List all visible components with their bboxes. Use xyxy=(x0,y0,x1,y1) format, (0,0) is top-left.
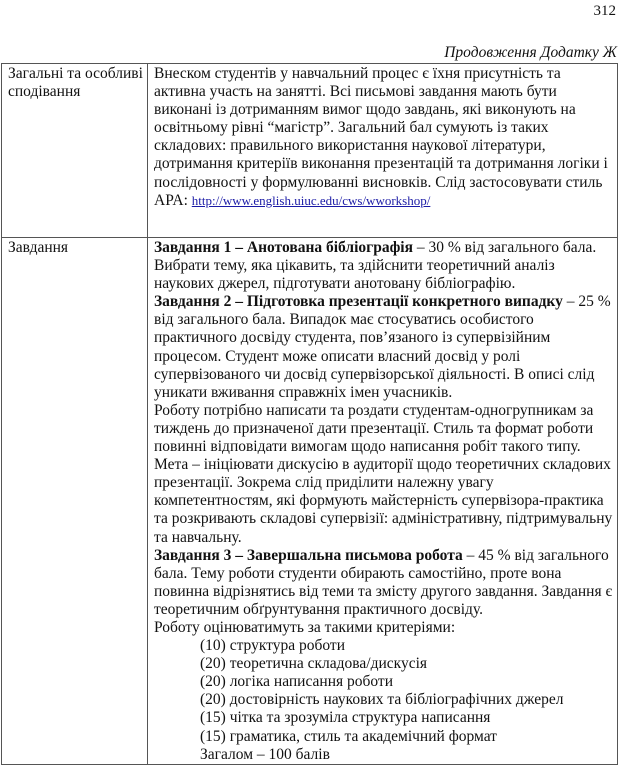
page-number: 312 xyxy=(593,3,616,19)
task-2-instructions: Роботу потрібно написати та роздати студентам-одногрупникам за тиждень до призначеної дати презентації. Стиль та формат роботи повинні відповідати вимогам щодо написання робіт такого типу. xyxy=(154,401,594,456)
task-1-weight: – 30 % від загального бала. xyxy=(413,239,597,256)
task-3-text: Тему роботи студенти обирають самостійно, проте вона повинна відрізнятись від теми та змісту другого завдання. Завдання є теоретичним обґрунтування практичного досвіду. xyxy=(154,564,613,618)
row-label-expectations: Загальні та особливі сподівання xyxy=(2,64,148,238)
criterion-item: (15) граматика, стиль та академічний формат xyxy=(200,727,497,745)
criteria-intro: Роботу оцінюватимуть за такими критеріями: xyxy=(154,618,456,636)
appendix-continuation-heading: Продовження Додатку Ж xyxy=(444,44,617,61)
task-3-dash: – Завершальна письмова робота xyxy=(231,546,463,564)
tasks-content xyxy=(148,238,618,765)
expectations-content xyxy=(148,64,618,238)
apa-style-link[interactable]: http://www.english.uiuc.edu/cws/wworkshop/ xyxy=(191,192,431,208)
task-1-title: Завдання 1 – Анотована бібліографія xyxy=(154,239,413,256)
task-2-weight: – 25 % від загального бала. xyxy=(154,293,611,329)
task-2 xyxy=(154,293,613,402)
table-row-expectations xyxy=(2,64,618,238)
task-1-text: Вибрати тему, яка цікавить, та здійснити теоретичний аналіз наукових джерел, підготувати анотовану бібліографію. xyxy=(154,257,555,293)
task-2-title: Завдання 2 – Підготовка презентації конкретного випадку xyxy=(154,293,563,311)
task-1 xyxy=(154,239,613,293)
task-3-title: Завдання 3 xyxy=(154,546,232,564)
task-2-text: Випадок має стосуватись особистого практичного досвіду студента, пов’язаного із супервізійним процесом. Студент може описати власний досвід у ролі супервізованого чи досвід супервізорської діяльності. В описі слід уникати вживання справжніх імен учасників. xyxy=(154,311,595,401)
criterion-item: (20) логіка написання роботи xyxy=(200,673,394,691)
task-3 xyxy=(154,547,613,619)
criteria-total: Загалом – 100 балів xyxy=(200,745,330,763)
task-3-weight: – 45 % від загального бала. xyxy=(154,546,609,582)
row-label-tasks: Завдання xyxy=(2,238,148,765)
task-2-goal: Мета – ініціювати дискусію в аудиторії щодо теоретичних складових презентації. Зокрема слід приділити належну увагу компетентностям, які формують майстерність супервізора-практика та розкривають складові супервізії: адміністративну, підтримувальну та навчальну. xyxy=(154,456,613,546)
criterion-item: (20) теоретична складова/дискусія xyxy=(200,655,428,673)
criterion-item: (20) достовірність наукових та бібліографічних джерел xyxy=(200,691,564,709)
criterion-item: (15) чітка та зрозуміла структура написання xyxy=(200,709,491,727)
table-row-tasks xyxy=(2,238,618,765)
course-requirements-table xyxy=(1,63,618,765)
expectations-text: Внеском студентів у навчальний процес є їхня присутність та активна участь на занятті. Всі письмові завдання мають бути виконані із дотриманням вимог щодо завдань, які виконують на освітньому рівні “магістр”. Загальний бал сумують із таких складових: правильного використання наукової літератури, дотримання критеріїв виконання презентацій та дотримання логіки і послідовності у формулюванні висновків. Слід застосовувати стиль APA: xyxy=(154,65,608,209)
criterion-item: (10) структура роботи xyxy=(200,637,345,655)
